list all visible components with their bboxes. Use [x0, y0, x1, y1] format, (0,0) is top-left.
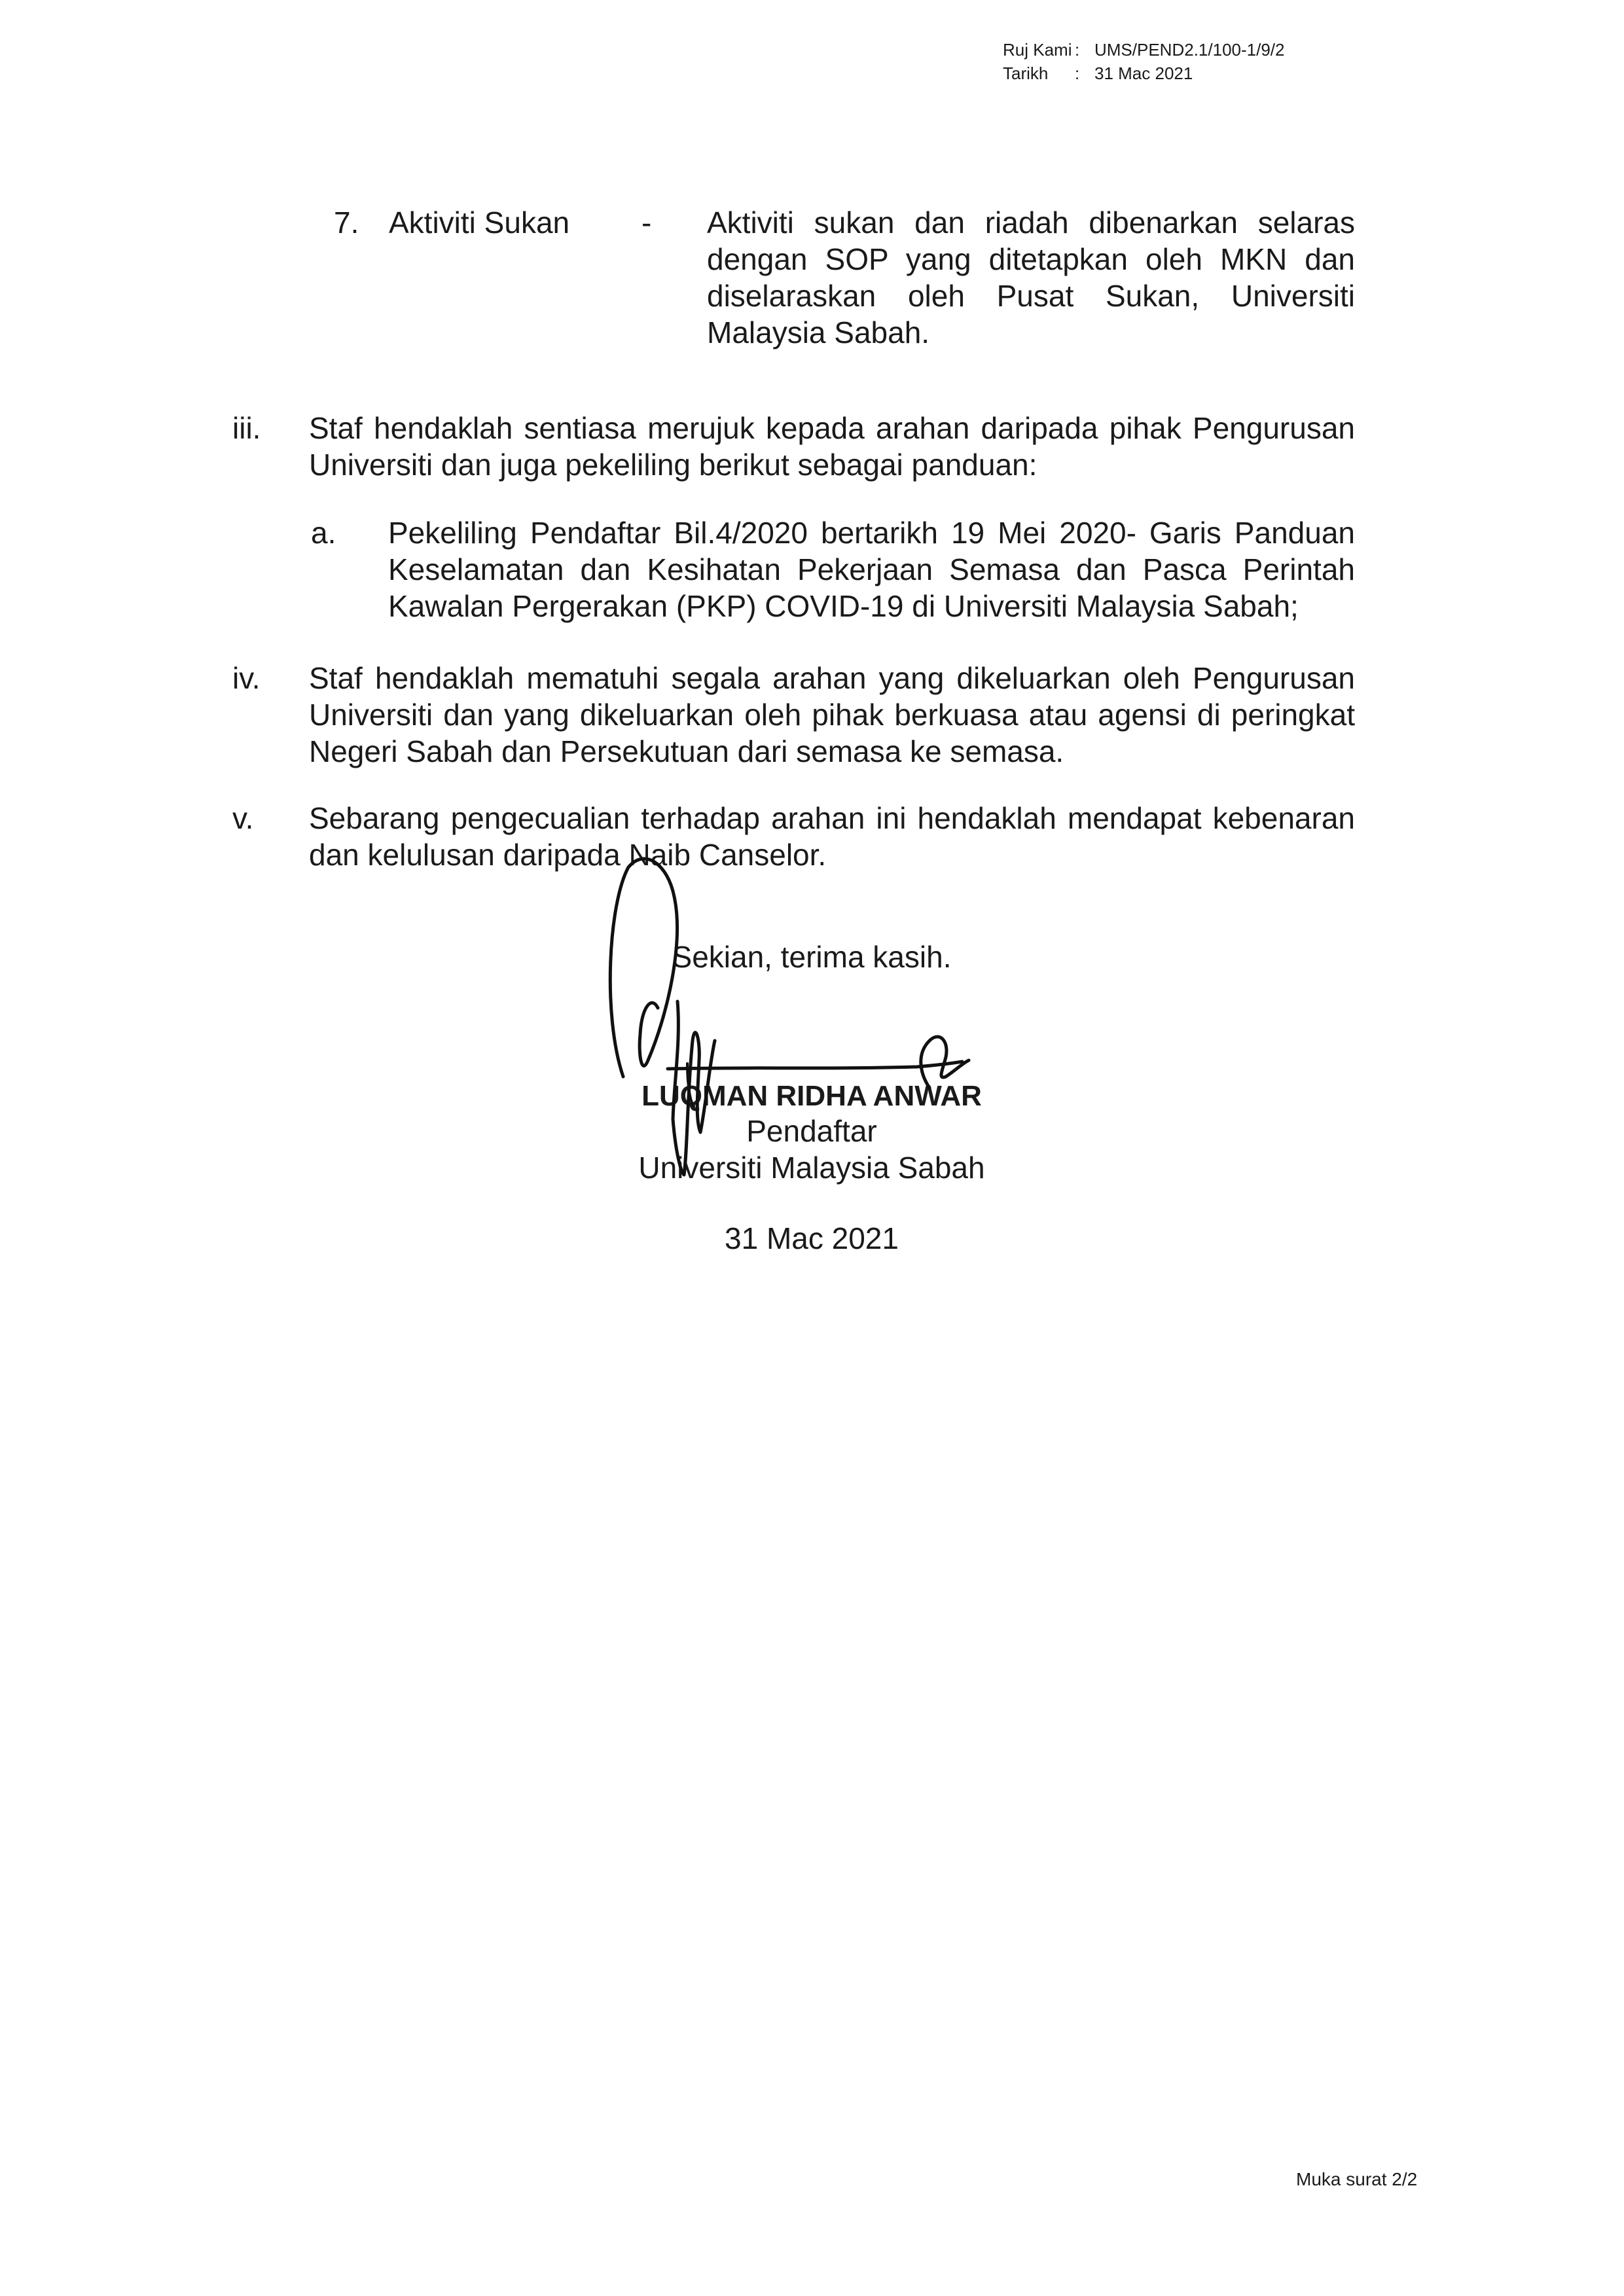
sport-dash: - [641, 206, 652, 240]
closing-line: Sekian, terima kasih. [672, 940, 952, 974]
reference-row [1003, 38, 1284, 62]
page-number: Muka surat 2/2 [1296, 2169, 1418, 2189]
list-item-text: Staf hendaklah sentiasa merujuk kepada arahan daripada pihak Pengurusan Universiti dan juga pekeliling berikut sebagai panduan: [309, 411, 1355, 482]
list-marker: v. [232, 801, 254, 835]
sport-description: Aktiviti sukan dan riadah dibenarkan selaras dengan SOP yang ditetapkan oleh MKN dan diselaraskan oleh Pusat Sukan, Universiti Malaysia Sabah. [707, 206, 1355, 350]
sub-item-text: Pekeliling Pendaftar Bil.4/2020 bertarikh 19 Mei 2020- Garis Panduan Keselamatan dan Kesihatan Pekerjaan Semasa dan Pasca Perintah Kawalan Pergerakan (PKP) COVID-19 di Universiti Malaysia Sabah; [388, 516, 1355, 623]
list-item-text: Sebarang pengecualian terhadap arahan ini hendaklah mendapat kebenaran dan kelulusan daripada Naib Canselor. [309, 801, 1355, 872]
date-label: Tarikh [1003, 63, 1049, 83]
reference-block [1003, 38, 1284, 85]
reference-value: UMS/PEND2.1/100-1/9/2 [1094, 40, 1285, 60]
handwritten-signature [576, 844, 995, 1185]
list-marker: iii. [232, 411, 261, 445]
signatory-organization: Universiti Malaysia Sabah [638, 1151, 985, 1185]
signature-date: 31 Mac 2021 [725, 1221, 899, 1255]
list-item-text: Staf hendaklah mematuhi segala arahan yang dikeluarkan oleh Pengurusan Universiti dan yang dikeluarkan oleh pihak berkuasa atau agensi di peringkat Negeri Sabah dan Persekutuan dari semasa ke semasa. [309, 661, 1355, 768]
sport-number: 7. [334, 206, 359, 240]
sub-item-marker: a. [311, 516, 336, 550]
signatory-title: Pendaftar [746, 1114, 877, 1148]
date-value: 31 Mac 2021 [1094, 63, 1193, 83]
reference-separator: : [1075, 40, 1080, 60]
sport-name: Aktiviti Sukan [389, 206, 570, 240]
date-row [1003, 62, 1284, 85]
list-marker: iv. [232, 661, 261, 695]
date-separator: : [1075, 63, 1080, 83]
signatory-name: LUQMAN RIDHA ANWAR [641, 1080, 982, 1112]
reference-label: Ruj Kami [1003, 40, 1072, 60]
